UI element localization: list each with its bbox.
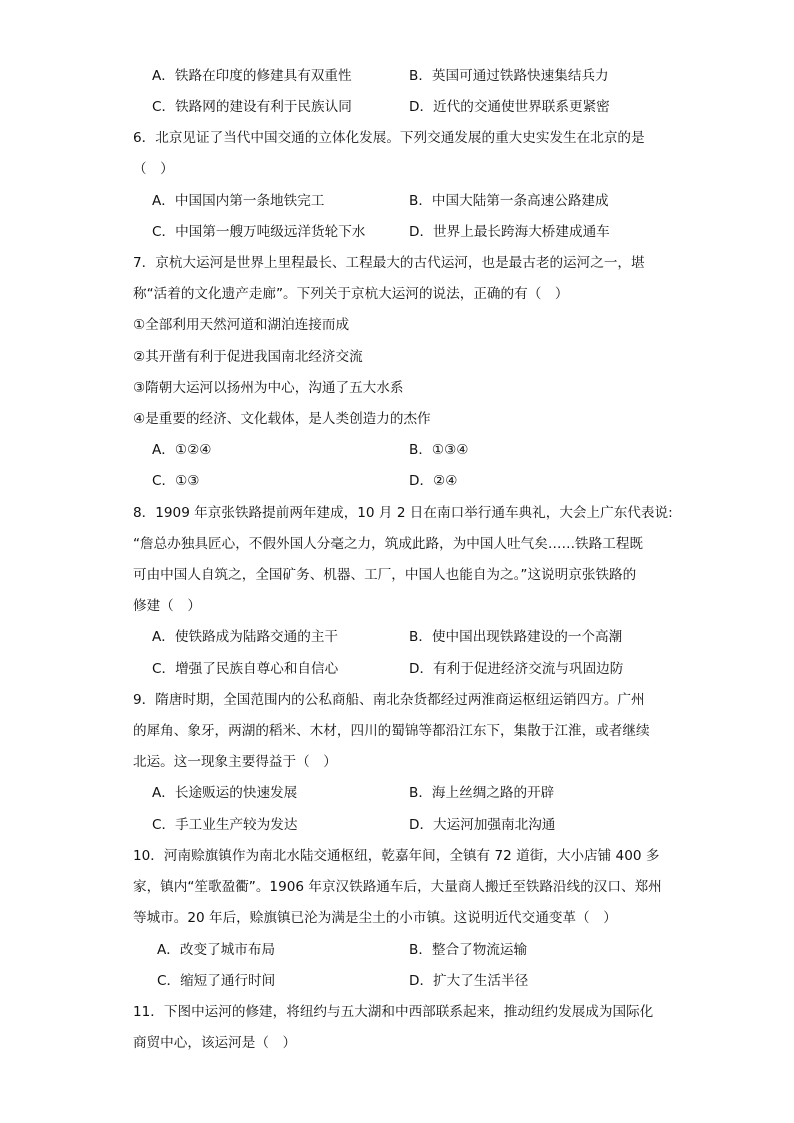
option-b: B．中国大陆第一条高速公路建成 xyxy=(409,193,609,209)
option-d: D．扩大了生活半径 xyxy=(409,973,529,989)
option-d: D．大运河加强南北沟通 xyxy=(409,817,556,833)
statement: ①全部利用天然河道和湖泊连接而成 xyxy=(133,317,350,333)
option-d: D．有利于促进经济交流与巩固边防 xyxy=(409,661,624,677)
option-b: B．使中国出现铁路建设的一个高潮 xyxy=(409,629,623,645)
option-c: C．铁路网的建设有利于民族认同 xyxy=(152,99,352,115)
question-text: 11．下图中运河的修建，将纽约与五大湖和中西部联系起来，推动纽约发展成为国际化 xyxy=(133,1004,654,1020)
question-text: 等城市。20 年后，赊旗镇已沦为满是尘土的小市镇。这说明近代交通变革（ ） xyxy=(133,910,617,926)
option-b: B．整合了物流运输 xyxy=(409,942,528,958)
question-text: 8．1909 年京张铁路提前两年建成，10 月 2 日在南口举行通车典礼，大会上广东代表说: xyxy=(133,505,673,521)
option-d: D．近代的交通使世界联系更紧密 xyxy=(409,99,610,115)
statement: ③隋朝大运河以扬州为中心，沟通了五大水系 xyxy=(133,380,404,396)
option-d: D．②④ xyxy=(409,473,458,489)
option-a: A．使铁路成为陆路交通的主干 xyxy=(152,629,339,645)
option-c: C．增强了民族自尊心和自信心 xyxy=(152,661,339,677)
option-a: A．改变了城市布局 xyxy=(157,942,276,958)
question-text: 商贸中心，该运河是（ ） xyxy=(133,1035,297,1051)
question-text: “詹总办独具匠心，不假外国人分毫之力，筑成此路，为中国人吐气矣……铁路工程既 xyxy=(133,536,644,552)
option-a: A．铁路在印度的修建具有双重性 xyxy=(152,68,352,84)
question-text: 家，镇内“笙歌盈衢”。1906 年京汉铁路通车后，大量商人搬迁至铁路沿线的汉口、郑州 xyxy=(133,879,662,895)
option-c: C．中国第一艘万吨级远洋货轮下水 xyxy=(152,224,366,240)
question-text: 修建（ ） xyxy=(133,598,201,614)
question-text: 7．京杭大运河是世界上里程最长、工程最大的古代运河，也是最古老的运河之一，堪 xyxy=(133,255,645,271)
option-c: C．缩短了通行时间 xyxy=(157,973,276,989)
option-b: B．英国可通过铁路快速集结兵力 xyxy=(409,68,609,84)
option-c: C．①③ xyxy=(152,473,200,489)
question-text: 6．北京见证了当代中国交通的立体化发展。下列交通发展的重大史实发生在北京的是 xyxy=(133,130,645,146)
question-text: 9．隋唐时期，全国范围内的公私商船、南北杂货都经过两淮商运枢纽运销四方。广州 xyxy=(133,692,645,708)
option-a: A．长途贩运的快速发展 xyxy=(152,785,298,801)
question-text: 的犀角、象牙，两湖的稻米、木材，四川的蜀锦等都沿江东下，集散于江淮，或者继续 xyxy=(133,723,650,739)
statement: ④是重要的经济、文化载体，是人类创造力的杰作 xyxy=(133,411,431,427)
question-text: 10．河南赊旗镇作为南北水陆交通枢纽，乾嘉年间，全镇有 72 道街，大小店铺 400 多 xyxy=(133,848,660,864)
question-text: 称“活着的文化遗产走廊”。下列关于京杭大运河的说法，正确的有（ ） xyxy=(133,286,569,302)
option-a: A．①②④ xyxy=(152,442,212,458)
option-a: A．中国国内第一条地铁完工 xyxy=(152,193,325,209)
option-b: B．①③④ xyxy=(409,442,469,458)
option-d: D．世界上最长跨海大桥建成通车 xyxy=(409,224,610,240)
question-text: （ ） xyxy=(133,161,174,177)
question-text: 北运。这一现象主要得益于（ ） xyxy=(133,754,337,770)
question-text: 可由中国人自筑之，全国矿务、机器、工厂，中国人也能自为之。”这说明京张铁路的 xyxy=(133,567,637,583)
option-c: C．手工业生产较为发达 xyxy=(152,817,298,833)
option-b: B．海上丝绸之路的开辟 xyxy=(409,785,555,801)
statement: ②其开凿有利于促进我国南北经济交流 xyxy=(133,349,363,365)
